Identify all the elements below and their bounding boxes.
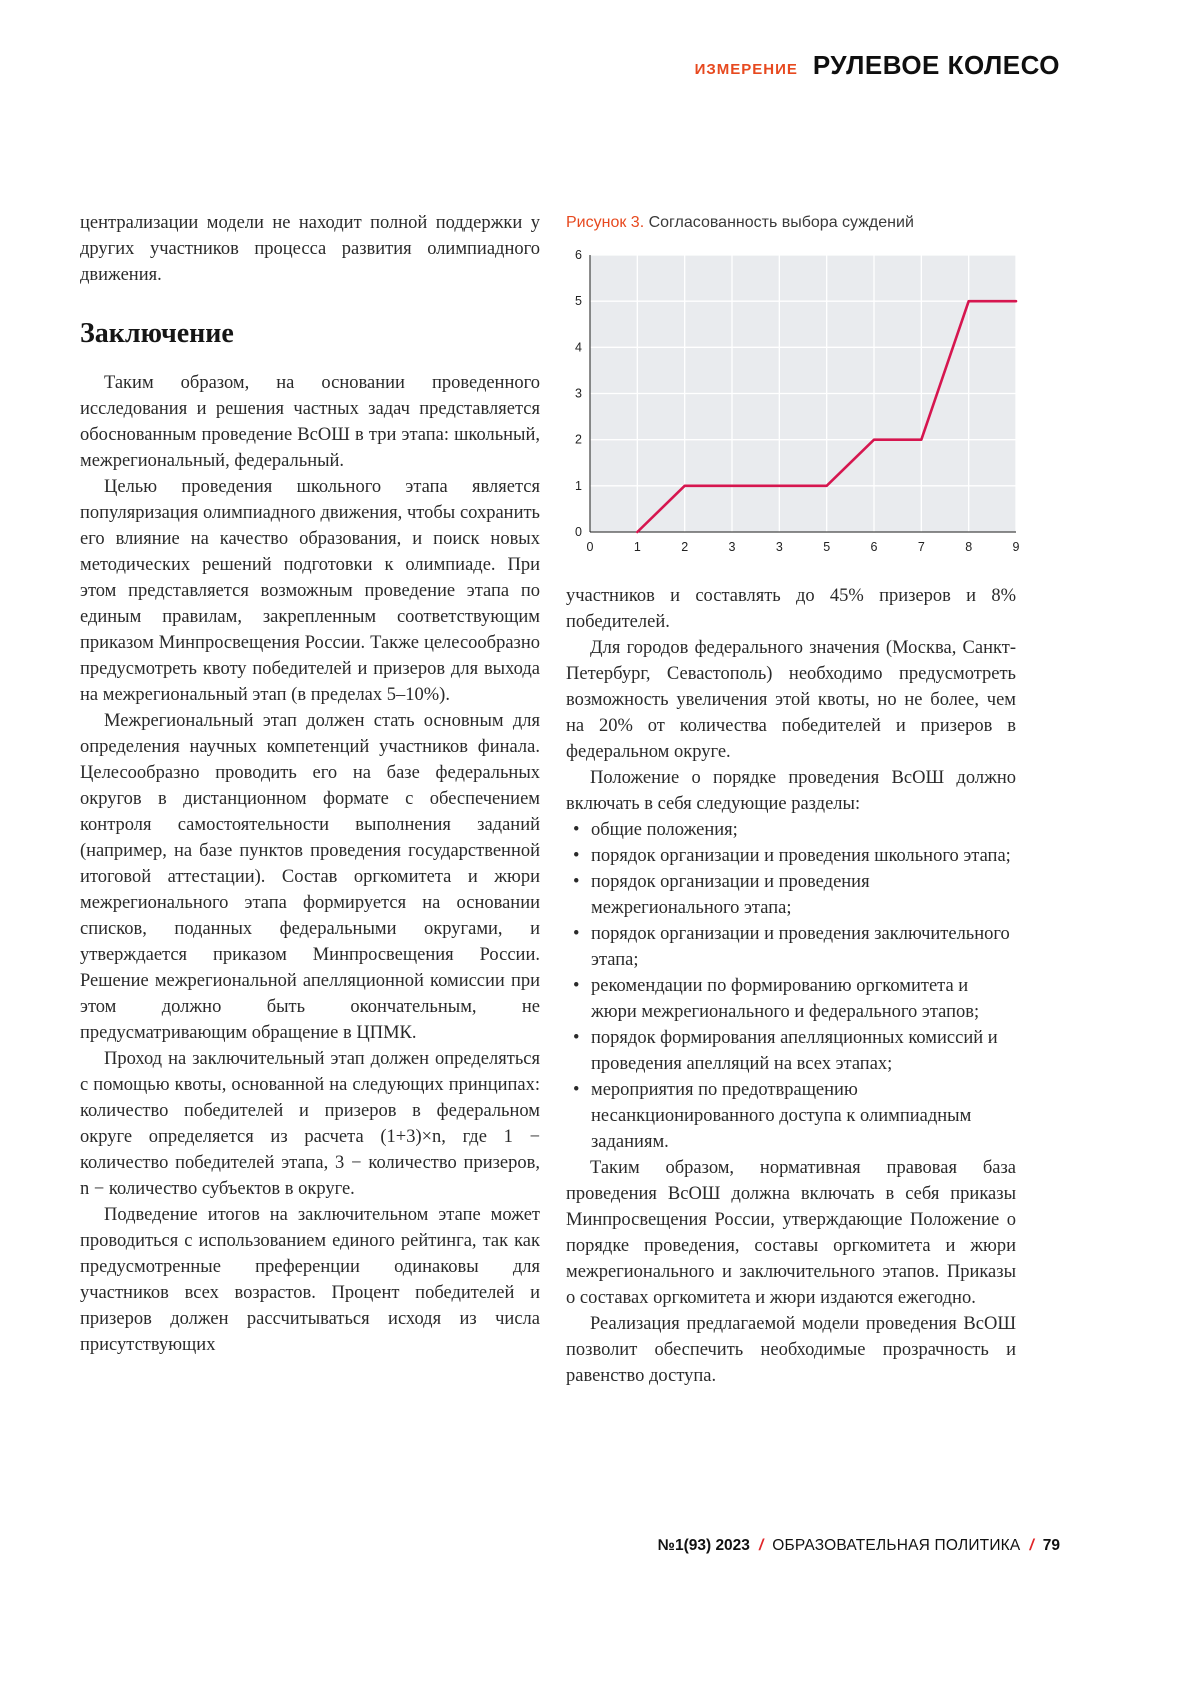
svg-text:3: 3 [775,540,783,554]
footer-separator: / [1029,1537,1034,1554]
svg-text:3: 3 [575,386,582,401]
paragraph: Таким образом, на основании проведенного исследования и решения частных задач представляется обоснованным проведение ВсОШ в три этапа: школьный, межрегиональный, федеральный. [80,373,540,471]
paragraph: Реализация предлагаемой модели проведения ВсОШ позволит обеспечить необходимые прозрачность и равенство доступа. [566,1314,1016,1386]
paragraph: Подведение итогов на заключительном этапе может проводиться с использованием единого рейтинга, так как предусмотренные преференции одинаковы для участников всех возрастов. Процент победителей и призеров должен рассчитываться исходя из числа присутствующих [80,1205,540,1355]
section-kicker: ИЗМЕРЕНИЕ [694,61,798,78]
figure-caption [566,212,1016,233]
list-item: • порядок организации и проведения школьного этапа; [566,843,1016,869]
paragraph: Целью проведения школьного этапа является популяризация олимпиадного движения, чтобы сохранить его влияние на качество образования, и поиск новых методических решений подготовки к олимпиаде. При этом представляется возможным проведение этапа по единым правилам, закрепленным соответствующим приказом Минпросвещения России. Также целесообразно предусмотреть квоту победителей и призеров для выхода на межрегиональный этап (в пределах 5–10%). [80,477,540,705]
svg-text:7: 7 [917,540,925,554]
page-footer [658,1537,1060,1555]
svg-text:3: 3 [728,540,736,554]
footer-page-number: 79 [1042,1537,1060,1554]
svg-text:8: 8 [965,540,973,554]
paragraph: Таким образом, нормативная правовая база проведения ВсОШ должна включать в себя приказы Минпросвещения России, утверждающие Положение о порядке проведения, составы оргкомитета и жюри межрегионального и заключительного этапов. Приказы о составах оргкомитета и жюри издаются ежегодно. [566,1158,1016,1308]
svg-text:2: 2 [575,432,582,447]
paragraph: Проход на заключительный этап должен определяться с помощью квоты, основанной на следующих принципах: количество победителей и призеров в федеральном округе определяется из расчета (1+3)×n, где 1 − количество победителей этапа, 3 − количество призеров, n − количество субъектов в округе. [80,1049,540,1199]
conclusion-heading: Заключение [80,318,234,349]
figure-3 [566,212,1020,559]
page-header [695,50,1060,81]
left-column [80,210,540,1389]
page-content [80,210,1020,1389]
paragraph: Для городов федерального значения (Москва, Санкт-Петербург, Севастополь) необходимо предусмотреть возможность увеличения этой квоты, но не более, чем на 20% от количества победителей и призеров в федеральном округе. [566,638,1016,762]
figure-caption-text: Согласованность выбора суждений [648,214,914,231]
list-item: • порядок организации и проведения межрегионального этапа; [566,869,1016,921]
paragraph: Межрегиональный этап должен стать основным для определения научных компетенций участников финала. Целесообразно проводить его на базе федеральных округов в дистанционном формате с обеспечением контроля самостоятельности выполнения заданий (например, на базе пунктов проведения государственной итоговой аттестации). Состав оргкомитета и жюри межрегионального этапа формируется на основании списков, поданных федеральными округами, и утверждается приказом Минпросвещения России. Решение межрегиональной апелляционной комиссии при этом должно быть окончательным, не предусматривающим обращение в ЦПМК. [80,711,540,1043]
paragraph-continuation: участников и составлять до 45% призеров и 8% победителей. [566,586,1016,632]
consistency-line-chart [566,248,1020,559]
list-item: • порядок организации и проведения заключительного этапа; [566,921,1016,973]
line-chart-svg [566,248,1020,559]
svg-text:1: 1 [575,478,582,493]
paragraph-list-intro: Положение о порядке проведения ВсОШ должно включать в себя следующие разделы: [566,768,1016,814]
figure-label: Рисунок 3. [566,214,645,231]
rubric-title: РУЛЕВОЕ КОЛЕСО [812,50,1060,80]
regulation-sections-list [566,817,1016,1155]
footer-issue: №1(93) 2023 [657,1537,750,1554]
list-item: • рекомендации по формированию оргкомитета и жюри межрегионального и федерального этапов; [566,973,1016,1025]
svg-text:2: 2 [681,540,689,554]
footer-separator: / [758,1537,764,1554]
svg-text:6: 6 [575,248,582,262]
paragraph-continuation: централизации модели не находит полной поддержки у других участников процесса развития олимпиадного движения. [80,213,540,285]
list-item: • мероприятия по предотвращению несанкционированного доступа к олимпиадным заданиям. [566,1077,1016,1155]
svg-text:0: 0 [575,525,582,539]
svg-text:5: 5 [823,540,831,554]
svg-text:5: 5 [575,294,582,309]
list-item: • порядок формирования апелляционных комиссий и проведения апелляций на всех этапах; [566,1025,1016,1077]
svg-text:1: 1 [633,540,641,554]
list-item: • общие положения; [566,817,1016,843]
svg-text:9: 9 [1012,540,1020,554]
right-column [566,210,1020,1389]
footer-journal-name: ОБРАЗОВАТЕЛЬНАЯ ПОЛИТИКА [772,1537,1021,1554]
svg-text:4: 4 [575,340,582,355]
svg-text:6: 6 [870,540,878,554]
svg-text:0: 0 [586,540,594,554]
